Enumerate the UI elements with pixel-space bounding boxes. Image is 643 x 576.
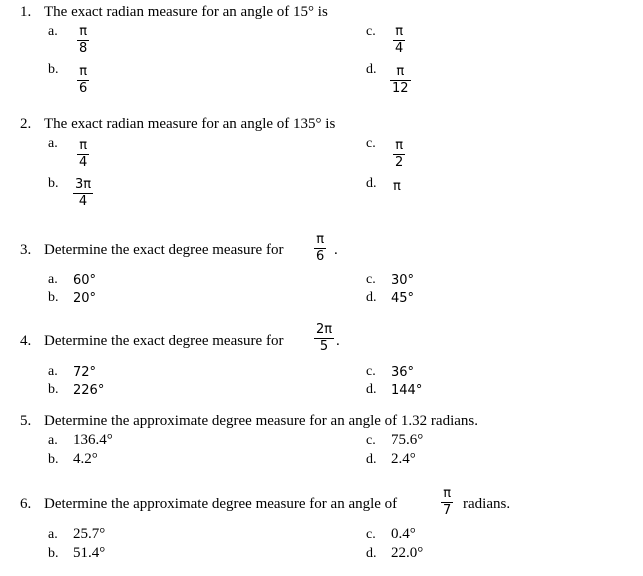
question-stem: The exact radian measure for an angle of 135° is bbox=[44, 116, 336, 132]
numerator: π bbox=[396, 64, 405, 79]
denominator: 12 bbox=[392, 81, 409, 96]
option-b-value[interactable]: 226° bbox=[73, 383, 105, 398]
denominator: 5 bbox=[319, 339, 329, 354]
option-d-value[interactable]: 2.4° bbox=[391, 451, 416, 467]
denominator: 4 bbox=[79, 155, 88, 170]
question-stem: Determine the exact degree measure for bbox=[44, 242, 284, 258]
numerator: π bbox=[79, 64, 88, 79]
question-fraction bbox=[441, 487, 453, 518]
option-label: b. bbox=[48, 546, 59, 561]
question-number: 5. bbox=[20, 413, 32, 429]
option-a-value[interactable]: 72° bbox=[73, 365, 97, 380]
option-c-value[interactable]: 36° bbox=[391, 365, 415, 380]
option-a-value[interactable]: 136.4° bbox=[73, 432, 113, 448]
numerator: π bbox=[316, 232, 325, 247]
option-label: c. bbox=[366, 136, 376, 151]
option-label: a. bbox=[48, 24, 58, 39]
option-label: b. bbox=[48, 176, 59, 191]
option-label: b. bbox=[48, 382, 59, 397]
option-label: c. bbox=[366, 272, 376, 287]
option-a-value[interactable]: 25.7° bbox=[73, 526, 106, 542]
denominator: 7 bbox=[443, 503, 452, 518]
option-label: a. bbox=[48, 433, 58, 448]
question-stem: Determine the approximate degree measure for an angle of 1.32 radians. bbox=[44, 413, 478, 429]
question-end: radians. bbox=[463, 496, 511, 512]
option-d-fraction[interactable] bbox=[390, 65, 411, 96]
option-label: d. bbox=[366, 546, 377, 561]
option-label: b. bbox=[48, 452, 59, 467]
denominator: 4 bbox=[395, 41, 404, 56]
numerator: π bbox=[395, 24, 404, 39]
option-label: c. bbox=[366, 24, 376, 39]
option-c-fraction[interactable] bbox=[393, 25, 405, 56]
option-a-fraction[interactable] bbox=[77, 25, 89, 56]
option-label: c. bbox=[366, 433, 376, 448]
question-number: 2. bbox=[20, 116, 32, 132]
option-label: a. bbox=[48, 364, 58, 379]
option-d-value[interactable]: π bbox=[393, 179, 401, 194]
numerator: 3π bbox=[75, 177, 92, 192]
numerator: π bbox=[79, 138, 88, 153]
option-label: d. bbox=[366, 290, 377, 305]
question-number: 3. bbox=[20, 242, 32, 258]
option-b-fraction[interactable] bbox=[73, 178, 93, 209]
option-label: a. bbox=[48, 527, 58, 542]
question-fraction bbox=[314, 233, 326, 264]
option-d-value[interactable]: 144° bbox=[391, 383, 423, 398]
numerator: π bbox=[79, 24, 88, 39]
option-c-value[interactable]: 0.4° bbox=[391, 526, 416, 542]
question-end: . bbox=[334, 242, 338, 258]
option-label: d. bbox=[366, 382, 377, 397]
option-d-value[interactable]: 45° bbox=[391, 291, 415, 306]
option-c-fraction[interactable] bbox=[393, 139, 405, 170]
question-end: . bbox=[336, 333, 340, 349]
option-label: d. bbox=[366, 452, 377, 467]
option-b-value[interactable]: 20° bbox=[73, 291, 97, 306]
option-label: c. bbox=[366, 364, 376, 379]
question-fraction bbox=[314, 323, 334, 354]
question-stem: Determine the exact degree measure for bbox=[44, 333, 284, 349]
denominator: 4 bbox=[78, 194, 88, 209]
question-number: 4. bbox=[20, 333, 32, 349]
option-label: d. bbox=[366, 176, 377, 191]
denominator: 6 bbox=[316, 249, 325, 264]
question-number: 1. bbox=[20, 4, 32, 20]
question-stem: The exact radian measure for an angle of 15° is bbox=[44, 4, 328, 20]
option-label: b. bbox=[48, 62, 59, 77]
option-label: a. bbox=[48, 136, 58, 151]
denominator: 8 bbox=[79, 41, 88, 56]
denominator: 6 bbox=[79, 81, 88, 96]
numerator: π bbox=[443, 486, 452, 501]
option-label: b. bbox=[48, 290, 59, 305]
option-a-value[interactable]: 60° bbox=[73, 273, 97, 288]
option-b-fraction[interactable] bbox=[77, 65, 89, 96]
option-label: a. bbox=[48, 272, 58, 287]
option-c-value[interactable]: 75.6° bbox=[391, 432, 424, 448]
option-d-value[interactable]: 22.0° bbox=[391, 545, 424, 561]
option-a-fraction[interactable] bbox=[77, 139, 89, 170]
option-b-value[interactable]: 51.4° bbox=[73, 545, 106, 561]
numerator: 2π bbox=[316, 322, 333, 337]
denominator: 2 bbox=[395, 155, 404, 170]
option-b-value[interactable]: 4.2° bbox=[73, 451, 98, 467]
question-stem: Determine the approximate degree measure for an angle of bbox=[44, 496, 398, 512]
question-number: 6. bbox=[20, 496, 32, 512]
option-label: c. bbox=[366, 527, 376, 542]
numerator: π bbox=[395, 138, 404, 153]
option-c-value[interactable]: 30° bbox=[391, 273, 415, 288]
option-label: d. bbox=[366, 62, 377, 77]
